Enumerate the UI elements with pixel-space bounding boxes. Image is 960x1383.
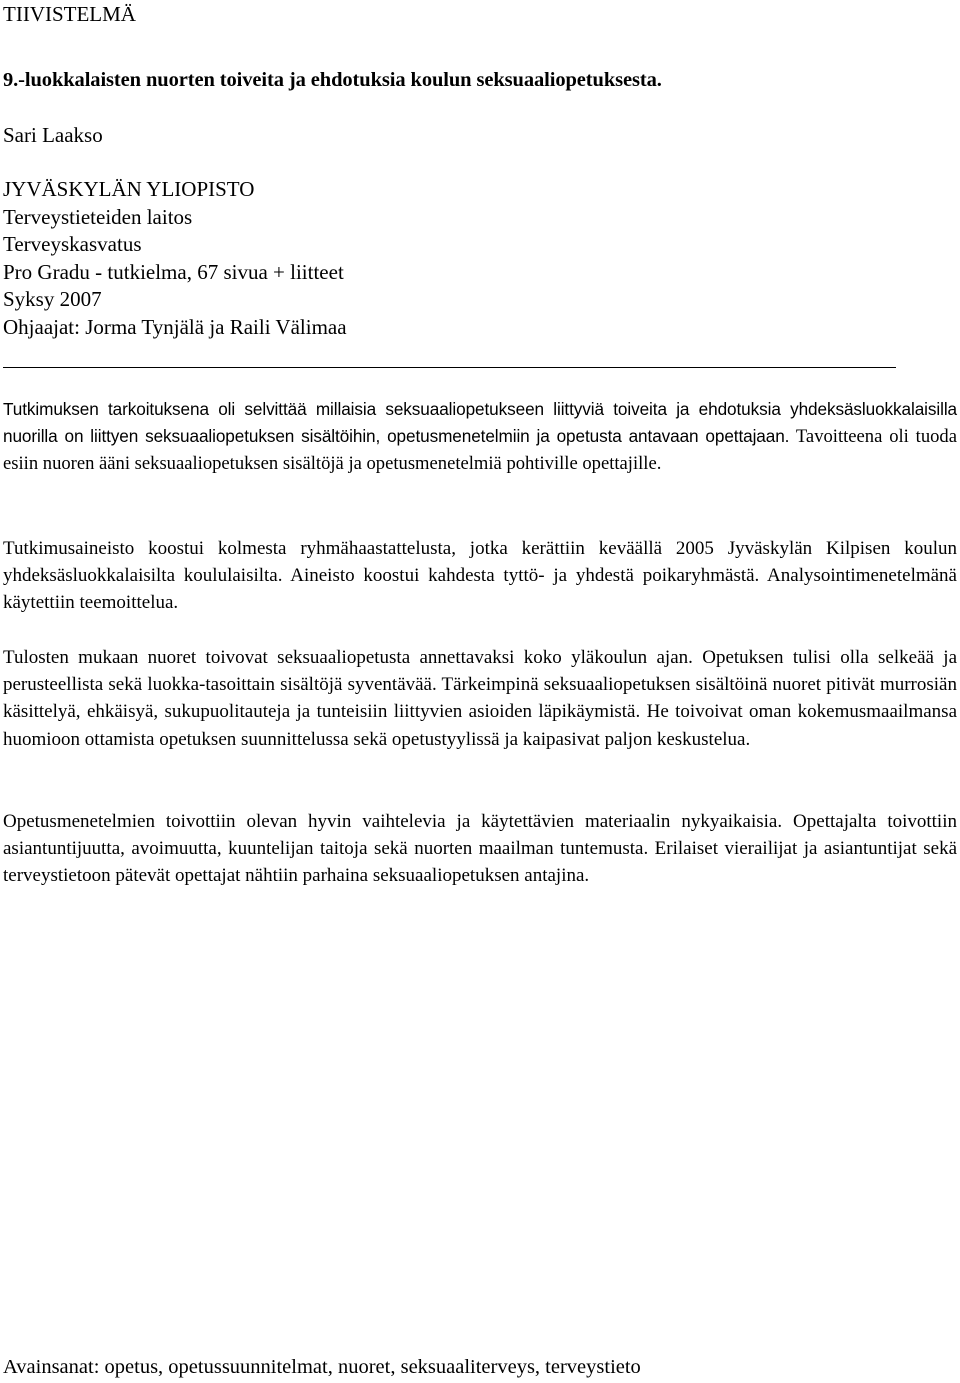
abstract-paragraph-results: Tulosten mukaan nuoret toivovat seksuaaliopetusta annettavaksi koko yläkoulun ajan. Opetuksen tulisi olla selkeää ja perusteellista sekä luokka-tasoittain sisältöjä syventävää. Tärkeimpinä seksuaaliopetuksen sisältöinä nuoret pitivät murrosiän käsittelyä, ehkäisyä, sukupuolitauteja ja tunteisiin liittyvien asioiden läpikäymistä. He toivoivat oman kokemusmaailmansa huomioon ottamista opetuksen suunnittelussa sekä opetustyylissä ja kaipasivat paljon keskustelua.	[3, 647, 957, 750]
abstract-paragraph-aim	[3, 396, 957, 478]
subject-name: Terveyskasvatus	[3, 232, 142, 257]
thesis-info: Pro Gradu - tutkielma, 67 sivua + liitteet	[3, 259, 344, 284]
university-name: JYVÄSKYLÄN YLIOPISTO	[3, 177, 255, 201]
term-info: Syksy 2007	[3, 287, 102, 312]
keywords: Avainsanat: opetus, opetussuunnitelmat, nuoret, seksuaaliterveys, terveystieto	[3, 1356, 641, 1378]
aim-text-sans: Tutkimuksen tarkoituksena oli selvittää millaisia seksuaaliopetukseen liittyviä toiveita ja ehdotuksia yhdeksäsluokkalaisilla nuorilla on liittyen seksuaaliopetuksen sisältöihin, opetusmenetelmiin ja opetusta antavaan opettajaan.	[3, 399, 957, 447]
abstract-paragraph-data: Tutkimusaineisto koostui kolmesta ryhmähaastattelusta, jotka kerättiin keväällä 2005 Jyväskylän Kilpisen koulun yhdeksäsluokkalaisilta koululaisilta. Aineisto koostui kahdesta tyttö- ja yhdestä poikaryhmästä. Analysointimenetelmänä käytettiin teemoittelua.	[3, 538, 957, 614]
divider-line	[3, 367, 896, 368]
abstract-heading: TIIVISTELMÄ	[3, 2, 136, 26]
department-name: Terveystieteiden laitos	[3, 204, 193, 229]
abstract-paragraph-methods: Opetusmenetelmien toivottiin olevan hyvin vaihtelevia ja käytettävien materiaalin nykyaikaisia. Opettajalta toivottiin asiantuntijuutta, avoimuutta, kuuntelijan taitoja sekä nuorten maailman tuntemusta. Erilaiset vierailijat ja asiantuntijat sekä terveystietoon pätevät opettajat nähtiin parhaina seksuaaliopetuksen antajina.	[3, 811, 957, 887]
thesis-metadata	[3, 176, 347, 342]
supervisors-info: Ohjaajat: Jorma Tynjälä ja Raili Välimaa	[3, 314, 347, 339]
aim-text-serif: Tavoitteena oli tuoda esiin nuoren ääni seksuaaliopetuksen sisältöjä ja opetusmenetelmiä pohtiville opettajille.	[3, 426, 957, 475]
thesis-title: 9.-luokkalaisten nuorten toiveita ja ehdotuksia koulun seksuaaliopetuksesta.	[3, 69, 662, 91]
author-name: Sari Laakso	[3, 123, 103, 147]
